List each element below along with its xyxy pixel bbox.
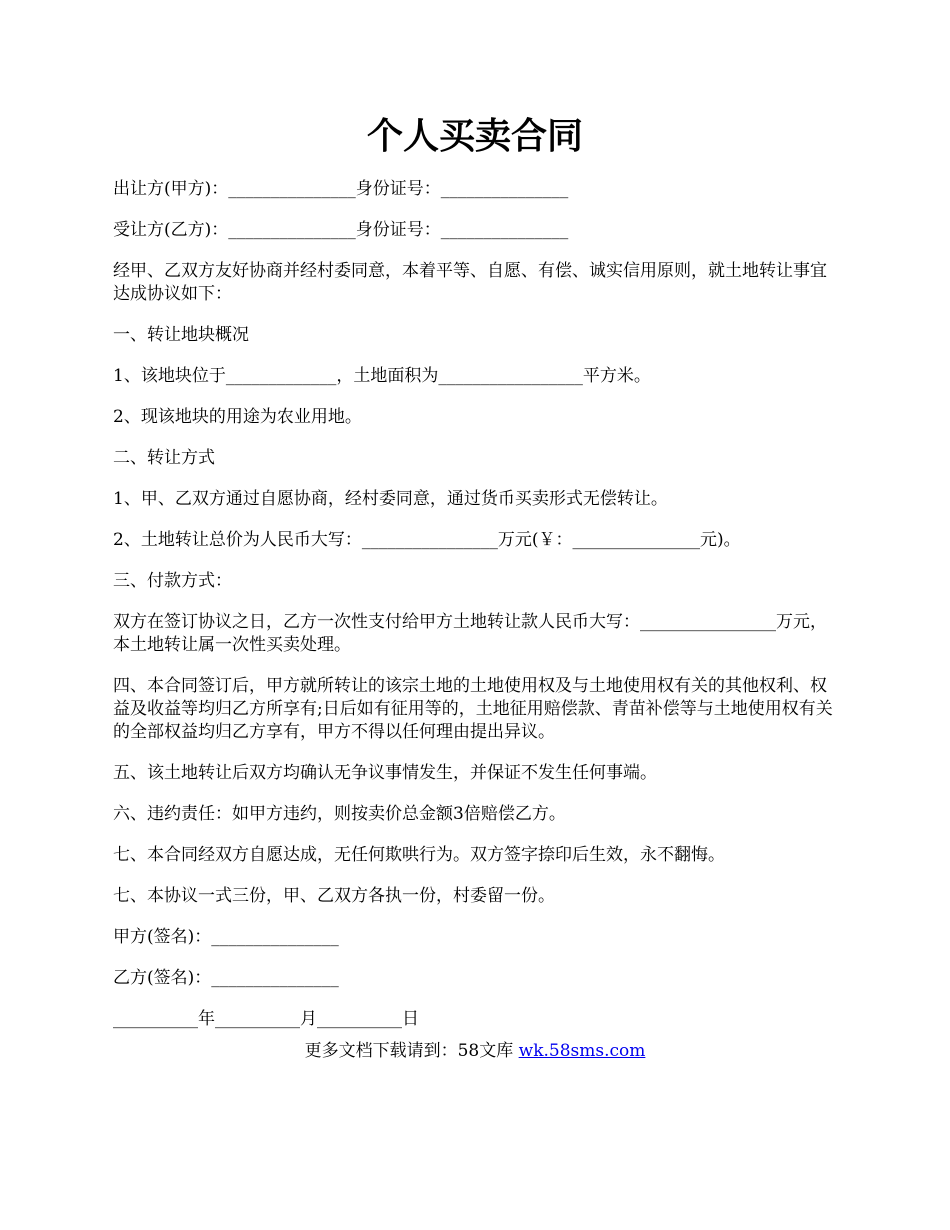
section-heading-1: 一、转让地块概况	[113, 325, 249, 345]
clause-7-copies: 七、本协议一式三份，甲、乙双方各执一份，村委留一份。	[113, 886, 555, 906]
document-title: 个人买卖合同	[366, 115, 583, 157]
intro-paragraph: 经甲、乙双方友好协商并经村委同意，本着平等、自愿、有偿、诚实信用原则，就土地转让事宜达成协议如下：	[113, 261, 827, 304]
payment-paragraph: 双方在签订协议之日，乙方一次性支付给甲方土地转让款人民币大写：________________万元，本土地转让属一次性买卖处理。	[113, 612, 827, 655]
footer-text: 更多文档下载请到：58文库	[304, 1041, 519, 1061]
clause-4: 四、本合同签订后，甲方就所转让的该宗土地的土地使用权及与土地使用权有关的其他权利、权益及收益等均归乙方所享有;日后如有征用等的，土地征用赔偿款、青苗补偿等与土地使用权有关的全部权益均归乙方享有，甲方不得以任何理由提出异议。	[113, 676, 833, 742]
section-heading-3: 三、付款方式：	[113, 571, 232, 591]
clause-7: 七、本合同经双方自愿达成，无任何欺哄行为。双方签字捺印后生效，永不翻悔。	[113, 845, 725, 865]
document-body	[113, 178, 841, 1049]
party-a-signature: 甲方(签名)：_______________	[113, 927, 339, 947]
clause-5: 五、该土地转让后双方均确认无争议事情发生，并保证不发生任何事端。	[113, 763, 657, 783]
clause-6: 六、违约责任：如甲方违约，则按卖价总金额3倍赔偿乙方。	[113, 804, 566, 824]
clause-1-2: 2、现该地块的用途为农业用地。	[113, 407, 362, 427]
party-a-line: 出让方(甲方)：_______________身份证号：_______________	[113, 179, 569, 199]
clause-2-2: 2、土地转让总价为人民币大写：________________万元(￥：_______________元)。	[113, 530, 741, 550]
party-b-line: 受让方(乙方)：_______________身份证号：_______________	[113, 220, 569, 240]
party-b-signature: 乙方(签名)：_______________	[113, 968, 339, 988]
date-line: __________年__________月__________日	[113, 1009, 419, 1029]
section-heading-2: 二、转让方式	[113, 448, 215, 468]
footer	[0, 1040, 950, 1063]
clause-2-1: 1、甲、乙双方通过自愿协商，经村委同意，通过货币买卖形式无偿转让。	[113, 489, 668, 509]
clause-1-1: 1、该地块位于_____________，土地面积为_________________平方米。	[113, 366, 651, 386]
footer-link[interactable]: wk.58sms.com	[518, 1041, 646, 1061]
